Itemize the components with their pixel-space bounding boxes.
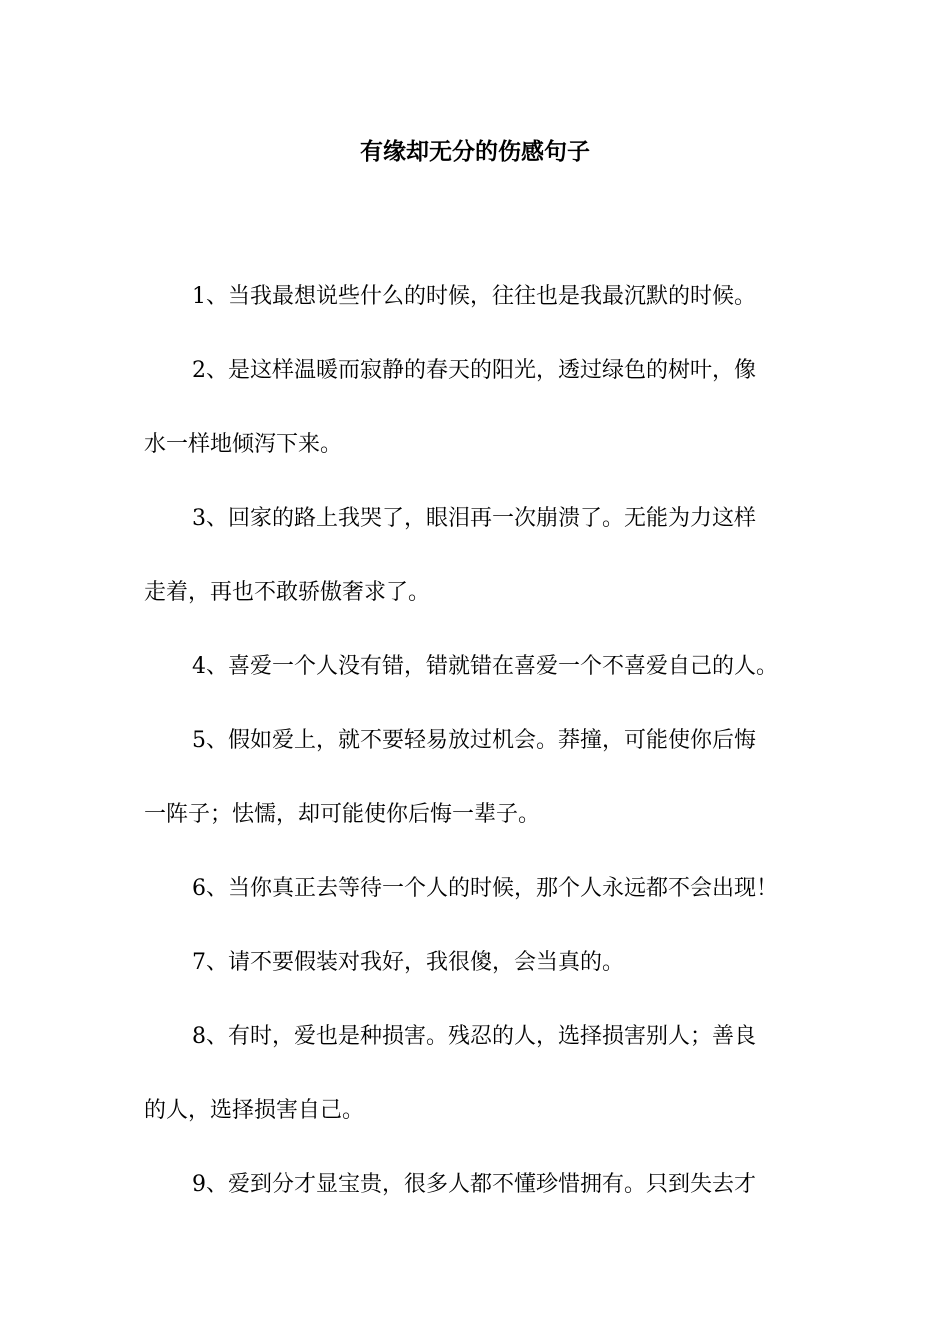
document-body [144, 260, 812, 1222]
paragraph-4: 4、喜爱一个人没有错，错就错在喜爱一个不喜爱自己的人。 [192, 654, 778, 679]
paragraph-5: 5、假如爱上，就不要轻易放过机会。莽撞，可能使你后悔 一阵子；怯懦，却可能使你后悔一辈子。 [144, 728, 756, 827]
paragraph-3: 3、回家的路上我哭了，眼泪再一次崩溃了。无能为力这样 走着，再也不敢骄傲奢求了。 [144, 506, 756, 605]
paragraph-1: 1、当我最想说些什么的时候，往往也是我最沉默的时候。 [192, 284, 756, 309]
paragraph-9: 9、爱到分才显宝贵，很多人都不懂珍惜拥有。只到失去才 [192, 1172, 756, 1197]
paragraph-2: 2、是这样温暖而寂静的春天的阳光，透过绿色的树叶，像 水一样地倾泻下来。 [144, 358, 756, 457]
paragraph-6: 6、当你真正去等待一个人的时候，那个人永远都不会出现！ [192, 876, 778, 901]
paragraph-7: 7、请不要假装对我好，我很傻，会当真的。 [192, 950, 624, 975]
document-title: 有缘却无分的伤感句子 [360, 139, 590, 165]
paragraph-8: 8、有时，爱也是种损害。残忍的人，选择损害别人；善良 的人，选择损害自己。 [144, 1024, 756, 1123]
